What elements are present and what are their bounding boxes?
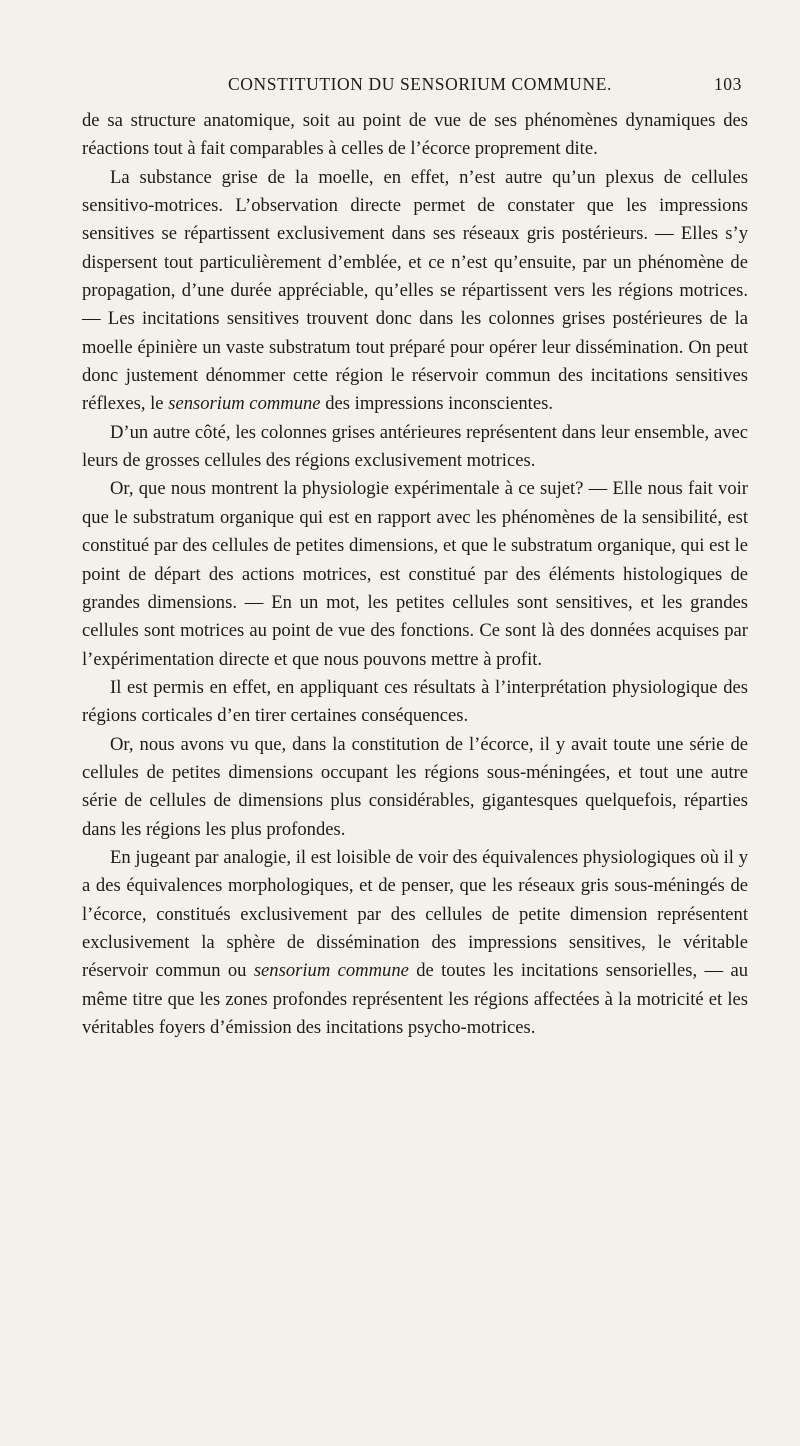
italic-term: sensorium commune (168, 393, 321, 415)
paragraph: de sa structure anatomique, soit au point de vue de ses phénomènes dynamiques des réactions tout à fait comparables à celles de l’écorce proprement dite. (82, 110, 748, 160)
body-text (82, 107, 748, 1042)
running-header (138, 58, 742, 94)
running-title: CONSTITUTION DU SENSORIUM COMMUNE. (228, 74, 613, 94)
paragraph: Or, que nous montrent la physiologie expérimentale à ce sujet? — Elle nous fait voir que le substratum organique qui est en rapport avec les phénomènes de la sensibilité, est constitué par des cellules de petites dimensions, et que le substratum organique, qui est le point de départ des actions motrices, est constitué par des éléments histologiques de grandes dimensions. — En un mot, les petites cellules sont sensitives, et les grandes cellules sont motrices au point de vue des fonctions. Ce sont là des données acquises par l’expérimentation directe et que nous pouvons mettre à profit. (82, 478, 748, 670)
paragraph: En jugeant par analogie, il est loisible de voir des équivalences physiologiques où il y a des équivalences morphologiques, et de penser, que les réseaux gris sous-méningés de l’écorce, constitués exclusivement par des cellules de petite dimension représentent exclusivement la sphère de dissémination des impressions sensitives, le véritable réservoir commun ou sensorium commune de toutes les incitations sensorielles, — au même titre que les zones profondes représentent les régions affectées à la motricité et les véritables foyers d’émission des incitations psycho-motrices. (82, 846, 748, 1038)
italic-term: sensorium commune (253, 960, 409, 982)
paragraph: Il est permis en effet, en appliquant ces résultats à l’interprétation physiologique des régions corticales d’en tirer certaines conséquences. (82, 676, 748, 727)
paragraph: Or, nous avons vu que, dans la constitution de l’écorce, il y avait toute une série de cellules de petites dimensions occupant les régions sous-méningées, et tout une autre série de cellules de dimensions plus considérables, gigantesques quelquefois, réparties dans les régions les plus profondes. (82, 733, 748, 840)
paragraph: La substance grise de la moelle, en effet, n’est autre qu’un plexus de cellules sensitivo-motrices. L’observation directe permet de constater que les impressions sensitives se répartissent exclusivement dans ses réseaux gris postérieurs. — Elles s’y dispersent tout particulièrement d’emblée, et ce n’est qu’ensuite, par un phénomène de propagation, d’une durée appréciable, qu’elles se répartissent vers les régions motrices. — Les incitations sensitives trouvent donc dans les colonnes grises postérieures de la moelle épinière un vaste substratum tout préparé pour opérer leur dissémination. On peut donc justement dénommer cette région le réservoir commun des incitations sensitives réflexes, le sensorium commune des impressions inconscientes. (82, 166, 748, 415)
page-number: 103 (713, 74, 742, 94)
paragraph: D’un autre côté, les colonnes grises antérieures représentent dans leur ensemble, avec leurs de grosses cellules des régions exclusivement motrices. (82, 421, 748, 472)
